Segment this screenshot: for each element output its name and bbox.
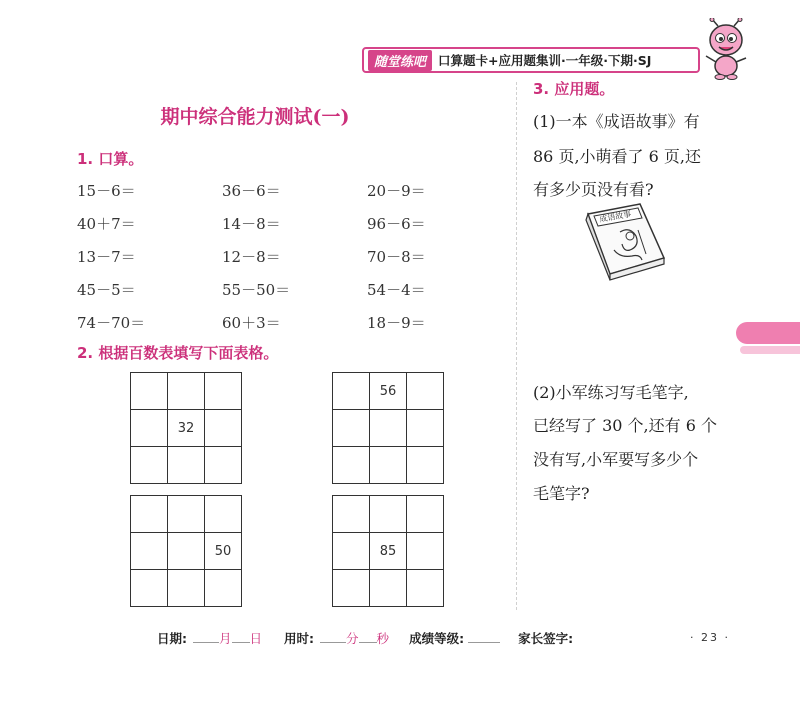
oral-problem: 14－8＝ (222, 215, 281, 233)
grid-cell[interactable] (407, 496, 444, 533)
day-blank[interactable] (232, 629, 250, 643)
grid-cell[interactable] (168, 533, 205, 570)
book-label: 成语故事 (598, 209, 632, 224)
grid-cell[interactable] (205, 373, 242, 410)
grid-cell[interactable] (131, 496, 168, 533)
grid-cell[interactable] (407, 410, 444, 447)
grid-cell[interactable] (131, 533, 168, 570)
column-divider (516, 82, 517, 610)
grid-cell[interactable] (168, 447, 205, 484)
oral-problem: 15－6＝ (77, 182, 136, 200)
mascot-icon (700, 18, 752, 80)
hundred-chart-grid (332, 372, 444, 484)
oral-problem: 70－8＝ (367, 248, 426, 266)
grid-cell[interactable] (131, 447, 168, 484)
oral-problem: 20－9＝ (367, 182, 426, 200)
grid-cell[interactable] (131, 410, 168, 447)
word-problem-2-line: 没有写,小军要写多少个 (533, 450, 699, 469)
oral-problem: 12－8＝ (222, 248, 281, 266)
day-unit: 日 (249, 631, 263, 646)
second-blank[interactable] (359, 629, 377, 643)
header-banner (362, 47, 700, 73)
side-tab-shadow (740, 346, 800, 354)
grid-cell[interactable] (333, 496, 370, 533)
grid-cell[interactable] (407, 447, 444, 484)
oral-problem: 13－7＝ (77, 248, 136, 266)
grid-cell[interactable] (205, 570, 242, 607)
grid-cell[interactable] (205, 496, 242, 533)
oral-problem: 18－9＝ (367, 314, 426, 332)
grid-cell[interactable] (131, 570, 168, 607)
section-1-heading: 1. 口算。 (77, 150, 144, 168)
grid-cell[interactable] (370, 570, 407, 607)
grid-cell[interactable] (370, 447, 407, 484)
oral-problem: 40＋7＝ (77, 215, 136, 233)
grade-label: 成绩等级: (409, 631, 465, 646)
second-unit: 秒 (376, 631, 390, 646)
banner-tag: 随堂练吧 (368, 50, 432, 71)
grid-cell[interactable] (407, 533, 444, 570)
word-problem-2-line: 已经写了 30 个,还有 6 个 (533, 416, 717, 435)
date-label: 日期: (157, 631, 187, 646)
footer-info (157, 629, 573, 647)
month-unit: 月 (219, 631, 232, 646)
month-blank[interactable] (193, 629, 219, 643)
minute-blank[interactable] (320, 629, 346, 643)
banner-title: 口算题卡+应用题集训·一年级·下期·SJ (438, 53, 652, 68)
oral-problem: 54－4＝ (367, 281, 426, 299)
time-label: 用时: (284, 631, 315, 646)
grid-cell[interactable] (370, 496, 407, 533)
grid-cell[interactable] (333, 410, 370, 447)
grid-cell[interactable] (333, 570, 370, 607)
word-problem-1-line: 86 页,小萌看了 6 页,还 (533, 147, 701, 166)
page-number: · 23 · (690, 631, 730, 644)
oral-problem: 60＋3＝ (222, 314, 281, 332)
grade-blank[interactable] (468, 629, 500, 643)
grid-cell[interactable] (333, 373, 370, 410)
grid-cell[interactable] (370, 410, 407, 447)
oral-problem: 74－70＝ (77, 314, 146, 332)
word-problem-1-line: (1)一本《成语故事》有 (533, 112, 700, 131)
hundred-chart-grid (332, 495, 444, 607)
grid-cell[interactable] (168, 373, 205, 410)
page-title: 期中综合能力测试(一) (160, 106, 350, 128)
hundred-chart-grid (130, 372, 242, 484)
grid-cell[interactable] (205, 447, 242, 484)
grid-cell-given: 32 (168, 410, 205, 447)
grid-cell[interactable] (131, 373, 168, 410)
grid-cell[interactable] (407, 373, 444, 410)
word-problem-2-line: 毛笔字? (533, 484, 590, 503)
grid-cell[interactable] (407, 570, 444, 607)
word-problem-2-line: (2)小军练习写毛笔字, (533, 383, 689, 402)
oral-problem: 96－6＝ (367, 215, 426, 233)
oral-problem: 36－6＝ (222, 182, 281, 200)
grid-cell[interactable] (168, 570, 205, 607)
grid-cell[interactable] (333, 447, 370, 484)
oral-problem: 55－50＝ (222, 281, 291, 299)
word-problem-1-line: 有多少页没有看? (533, 180, 654, 199)
hundred-chart-grid (130, 495, 242, 607)
section-3-heading: 3. 应用题。 (533, 80, 615, 98)
minute-unit: 分 (346, 631, 359, 646)
side-tab (736, 322, 800, 344)
grid-cell[interactable] (168, 496, 205, 533)
grid-cell[interactable] (205, 410, 242, 447)
parent-sign-label: 家长签字: (518, 631, 574, 646)
grid-cell[interactable] (333, 533, 370, 570)
book-illustration-icon (580, 200, 672, 282)
oral-problem: 45－5＝ (77, 281, 136, 299)
section-2-heading: 2. 根据百数表填写下面表格。 (77, 344, 279, 362)
grid-cell-given: 50 (205, 533, 242, 570)
grid-cell-given: 85 (370, 533, 407, 570)
grid-cell-given: 56 (370, 373, 407, 410)
